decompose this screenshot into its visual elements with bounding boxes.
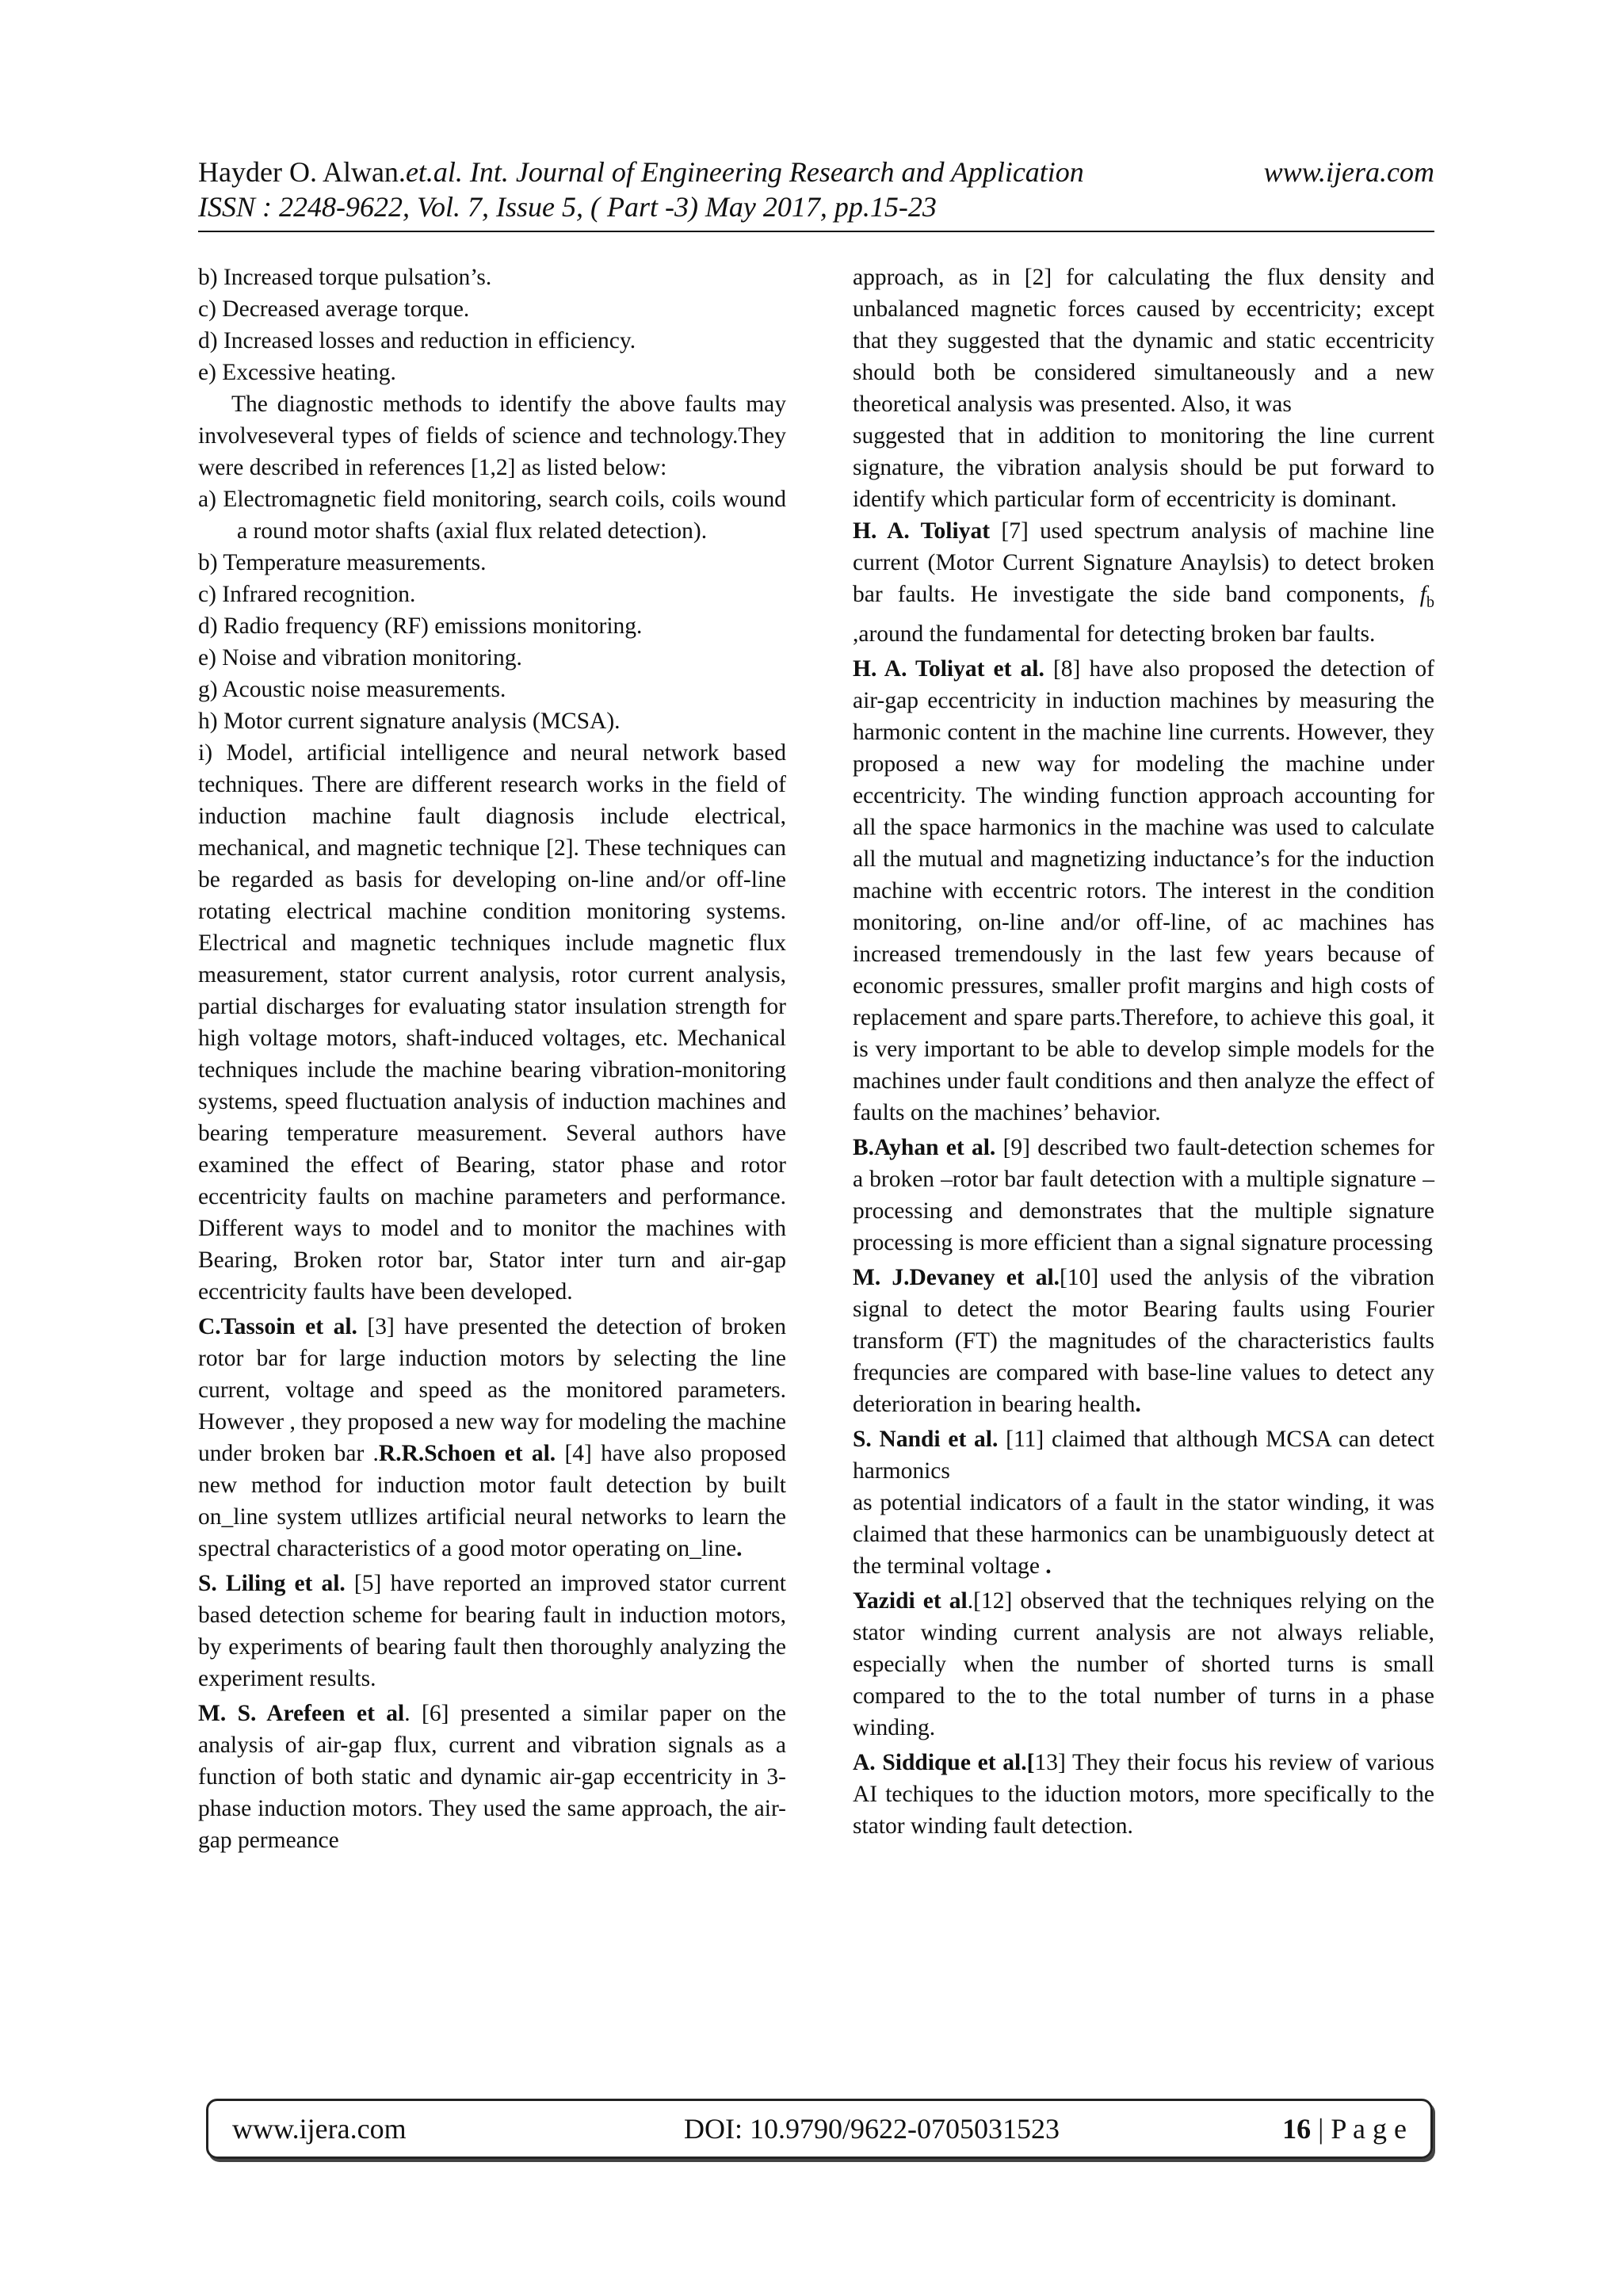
page-header <box>198 155 1434 224</box>
method-g: g) Acoustic noise measurements. <box>198 677 506 702</box>
method-a: a) Electromagnetic field monitoring, search coils, coils wound a round motor shafts (axial flux related detection). <box>198 487 786 544</box>
header-journal: Int. Journal of Engineering Research and Application <box>462 156 1084 188</box>
ayhan-paragraph <box>853 1132 1434 1259</box>
toliyat8-text: [8] have also proposed the detection of air-gap eccentricity in induction machines by measuring the harmonic content in the machine line currents. However, they proposed a new way for modeling the machine under eccentricity. The winding function approach accounting for all the space harmonics in the machine was used to calculate all the mutual and magnetizing inductance’s for the induction machine with eccentric rotors. The interest in the condition monitoring, on-line and/or off-line, of ac machines has increased tremendously in the last few years because of economic pressures, smaller profit margins and high costs of replacement and spare parts.Therefore, to achieve this goal, it is very important to be able to develop simple models for the machines under fault conditions and then analyze the effect of faults on the machines’ behavior. <box>853 655 1435 1125</box>
fb-symbol: f <box>1419 582 1426 607</box>
page-number: 16 <box>1282 2113 1312 2145</box>
method-i-paragraph: i) Model, artificial intelligence and neural network based techniques. There are different research works in the field of induction machine fault diagnosis include electrical, mechanical, and magnetic technique [2]. These techniques can be regarded as basis for developing on-line and/or off-line rotating electrical machine condition monitoring systems. Electrical and magnetic techniques include magnetic flux measurement, stator current analysis, rotor current analysis, partial discharges for evaluating stator insulation strength for high voltage motors, shaft-induced voltages, etc. Mechanical techniques include the machine bearing vibration-monitoring systems, speed fluctuation analysis of induction machines and bearing temperature measurement. Several authors have examined the effect of Bearing, stator phase and rotor eccentricity faults on machine parameters and performance. Different ways to model and to monitor the machines with Bearing, Broken rotor bar, Stator inter turn and air-gap eccentricity faults have been developed. <box>198 740 786 1305</box>
author-schoen: R.R.Schoen et al. <box>378 1441 556 1466</box>
nandi-end: . <box>1045 1553 1052 1579</box>
nandi-paragraph <box>853 1423 1434 1487</box>
nandi-cont-text: as potential indicators of a fault in the stator winding, it was claimed that these harmonics can be unambiguously detect at the terminal voltage <box>853 1489 1434 1579</box>
liling-text: [5] have reported an improved stator current based detection scheme for bearing fault in induction motors, by experiments of bearing fault then thoroughly analyzing the experiment results. <box>198 1571 786 1691</box>
effect-c: c) Decreased average torque. <box>198 296 470 322</box>
toliyat7-text-a: [7] used spectrum analysis of machine line current (Motor Current Signature Anaylsis) to detect broken bar faults. He investigate the side band components, <box>853 518 1434 607</box>
liling-paragraph <box>198 1568 786 1694</box>
header-issn: ISSN : 2248-9622, Vol. 7, Issue 5, ( Part -3) May 2017, pp.15-23 <box>198 191 937 223</box>
method-d: d) Radio frequency (RF) emissions monitoring. <box>198 613 643 639</box>
header-rule <box>198 231 1434 232</box>
effect-e: e) Excessive heating. <box>198 360 396 385</box>
fb-subscript: b <box>1426 593 1434 611</box>
footer-doi: DOI: 10.9790/9622-0705031523 <box>684 2113 1060 2145</box>
devaney-paragraph <box>853 1262 1434 1420</box>
toliyat7-paragraph <box>853 515 1434 650</box>
yazidi-paragraph <box>853 1585 1434 1744</box>
footer-page <box>1282 2101 1407 2157</box>
author-ayhan: B.Ayhan et al. <box>853 1134 996 1160</box>
author-tassoin: C.Tassoin et al. <box>198 1314 357 1339</box>
author-yazidi: Yazidi et al <box>853 1587 968 1614</box>
author-toliyat-7: H. A. Toliyat <box>853 518 991 544</box>
schoen-text: [4] have also proposed new method for induction motor fault detection by built on_line system utllizes artificial neural networks to learn the spectral characteristics of a good motor operating on_line <box>198 1441 786 1561</box>
diagnostic-methods-paragraph: The diagnostic methods to identify the above faults may involveseveral types of fields of science and technology.They were described in references [1,2] as listed below: <box>198 392 786 480</box>
page-label: | P a g e <box>1311 2113 1407 2145</box>
method-h: h) Motor current signature analysis (MCSA). <box>198 709 621 734</box>
siddique-text: 13] They their focus his review of various AI techiques to the iduction motors, more specifically to the stator winding fault detection. <box>853 1749 1435 1839</box>
method-c: c) Infrared recognition. <box>198 582 416 607</box>
method-b: b) Temperature measurements. <box>198 550 487 575</box>
toliyat7-text-b: ,around the fundamental for detecting broken bar faults. <box>853 621 1376 647</box>
devaney-end: . <box>1135 1391 1141 1417</box>
toliyat8-paragraph <box>853 653 1434 1129</box>
author-liling: S. Liling et al. <box>198 1571 346 1596</box>
left-column <box>198 262 786 1856</box>
ayhan-text: [9] described two fault-detection schemes for a broken –rotor bar fault detection with a multiple signature –processing and demonstrates that the multiple signature processing is more efficient than a signal signature processing <box>853 1134 1435 1255</box>
author-nandi: S. Nandi et al. <box>853 1426 999 1452</box>
arefeen-paragraph <box>198 1698 786 1856</box>
author-toliyat-8: H. A. Toliyat et al. <box>853 655 1044 682</box>
author-devaney: M. J.Devaney et al. <box>853 1264 1060 1290</box>
arefeen-text: . [6] presented a similar paper on the analysis of air-gap flux, current and vibration signals as a function of both static and dynamic air-gap eccentricity in 3-phase induction motors. They used the same approach, the air-gap permeance <box>198 1701 786 1853</box>
header-author: Hayder O. Alwan. <box>198 156 406 188</box>
schoen-end: . <box>736 1536 743 1561</box>
header-website: www.ijera.com <box>1263 156 1434 188</box>
yazidi-text: .[12] observed that the techniques relying on the stator winding current analysis are not always reliable, especially when the number of shorted turns is small compared to the to the total number of turns in a phase winding. <box>853 1587 1434 1740</box>
arefeen-continued: approach, as in [2] for calculating the flux density and unbalanced magnetic forces caused by eccentricity; except that they suggested that the dynamic and static eccentricity should both be considered simultaneously and a new theoretical analysis was presented. Also, it was <box>853 265 1434 417</box>
method-e: e) Noise and vibration monitoring. <box>198 645 522 670</box>
nandi-text: [11] claimed that although MCSA can detect harmonics <box>853 1426 1434 1484</box>
author-siddique: A. Siddique et al.[ <box>853 1749 1035 1775</box>
right-column <box>853 262 1434 1842</box>
author-arefeen: M. S. Arefeen et al <box>198 1701 405 1726</box>
footer-website: www.ijera.com <box>232 2113 407 2145</box>
header-etal: et.al. <box>405 156 463 188</box>
tassoin-schoen-paragraph <box>198 1311 786 1564</box>
effect-d: d) Increased losses and reduction in efficiency. <box>198 328 636 353</box>
tassoin-text: [3] have presented the detection of broken rotor bar for large induction motors by selecting the line current, voltage and speed as the monitored parameters. However , they proposed a new way for modeling the machine under broken bar . <box>198 1314 787 1466</box>
header-citation-line <box>198 155 1434 189</box>
nandi-continued <box>853 1487 1434 1582</box>
effect-b: b) Increased torque pulsation’s. <box>198 265 492 290</box>
page-footer <box>206 2099 1433 2159</box>
siddique-paragraph <box>853 1747 1434 1842</box>
devaney-text: [10] used the anlysis of the vibration signal to detect the motor Bearing faults using Fourier transform (FT) the magnitudes of the characteristics faults frequncies are compared with base-line values to detect any deterioration in bearing health <box>853 1264 1434 1417</box>
arefeen-suggested: suggested that in addition to monitoring the line current signature, the vibration analysis should be put forward to identify which particular form of eccentricity is dominant. <box>853 423 1434 512</box>
